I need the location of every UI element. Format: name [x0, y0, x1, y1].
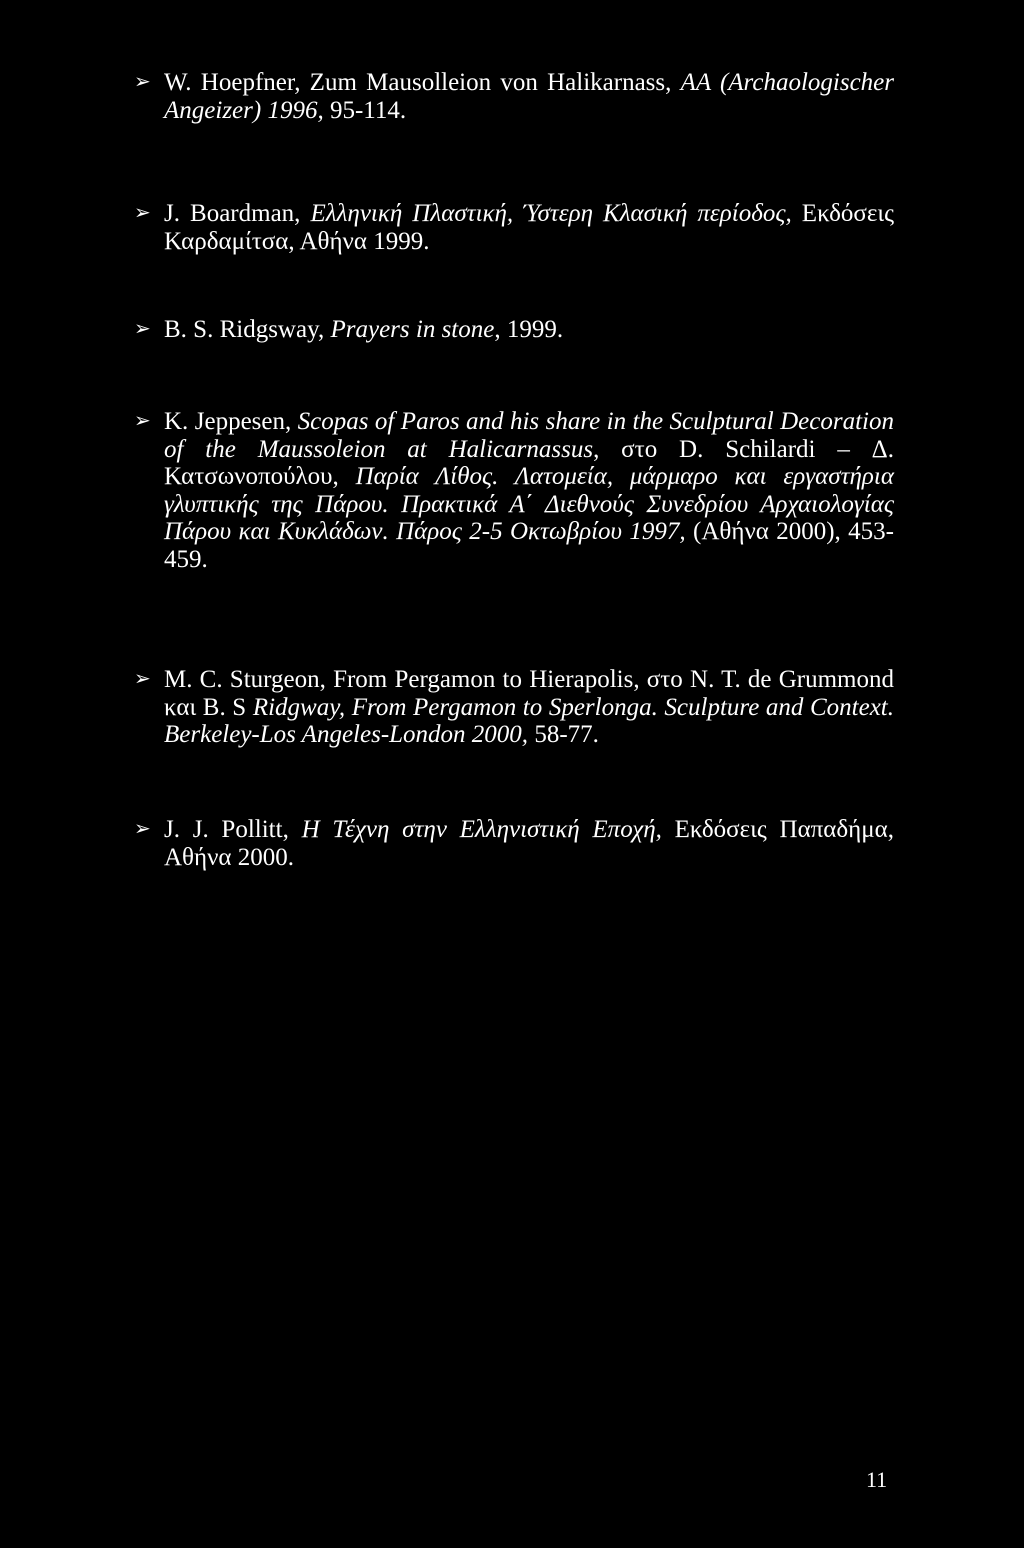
reference-part: 95-114. — [323, 96, 407, 124]
reference-part: J. J. Pollitt, — [164, 816, 302, 843]
reference-item — [134, 316, 894, 344]
reference-part: M. C. Sturgeon, From Pergamon to Hierapolis, στο N. T. de Grummond και B. S — [164, 666, 894, 721]
reference-part: , στο D. Schilardi – Δ. Κατσωνοπούλου, — [164, 435, 894, 490]
reference-text — [164, 666, 894, 749]
reference-text — [164, 408, 894, 573]
reference-item — [134, 666, 894, 749]
page-number: 11 — [866, 1467, 888, 1492]
arrow-bullet-icon: ➢ — [134, 818, 151, 840]
reference-text — [164, 69, 894, 124]
reference-part: , 1999. — [494, 316, 564, 343]
reference-part-italic: Ελληνική Πλαστική, Ύστερη Κλασική περίοδος, — [310, 200, 792, 227]
reference-part: Εκδόσεις Καρδαμίτσα, Αθήνα 1999. — [164, 200, 895, 255]
reference-item — [134, 816, 894, 871]
reference-part: B. S. Ridgsway, — [164, 316, 331, 343]
reference-item — [134, 200, 894, 255]
reference-item — [134, 69, 894, 124]
reference-text — [164, 316, 894, 344]
reference-part-italic: Prayers in stone — [330, 316, 495, 343]
arrow-bullet-icon: ➢ — [134, 318, 151, 340]
reference-part: Εκδόσεις Παπαδήμα, Αθήνα 2000. — [164, 816, 894, 871]
reference-part: J. Boardman, — [164, 200, 311, 227]
reference-part: (Αθήνα 2000), 453-459. — [164, 518, 895, 573]
arrow-bullet-icon: ➢ — [134, 410, 151, 432]
reference-part-italic: Ridgway, From Pergamon to Sperlonga. Sculpture and Context. Berkeley-Los Angeles-London 2000, — [164, 693, 895, 748]
reference-text — [164, 200, 894, 255]
reference-part-italic: Scopas of Paros and his share in the Sculptural Decoration of the Maussoleion at Halicarnassus — [164, 408, 894, 463]
reference-part: K. Jeppesen, — [164, 408, 298, 435]
reference-part-italic: Παρία Λίθος. Λατομεία, μάρμαρο και εργαστήρια γλυπτικής της Πάρου. Πρακτικά Α΄ Διεθνούς Συνεδρίου Αρχαιολογίας Πάρου και Κυκλάδων. Πάρος 2-5 Οκτωβρίου 1997, — [164, 463, 894, 545]
reference-part: W. Hoepfner, Zum Mausolleion von Halikarnass, — [164, 69, 681, 96]
arrow-bullet-icon: ➢ — [134, 668, 151, 690]
reference-text — [164, 816, 894, 871]
reference-part: 58-77. — [528, 721, 599, 748]
reference-item — [134, 408, 894, 573]
reference-part-italic: Η Τέχνη στην Ελληνιστική Εποχή, — [301, 816, 662, 843]
arrow-bullet-icon: ➢ — [134, 202, 151, 224]
arrow-bullet-icon: ➢ — [134, 71, 151, 93]
reference-part-italic: AA (Archaologischer Angeizer) 1996, — [164, 69, 894, 124]
